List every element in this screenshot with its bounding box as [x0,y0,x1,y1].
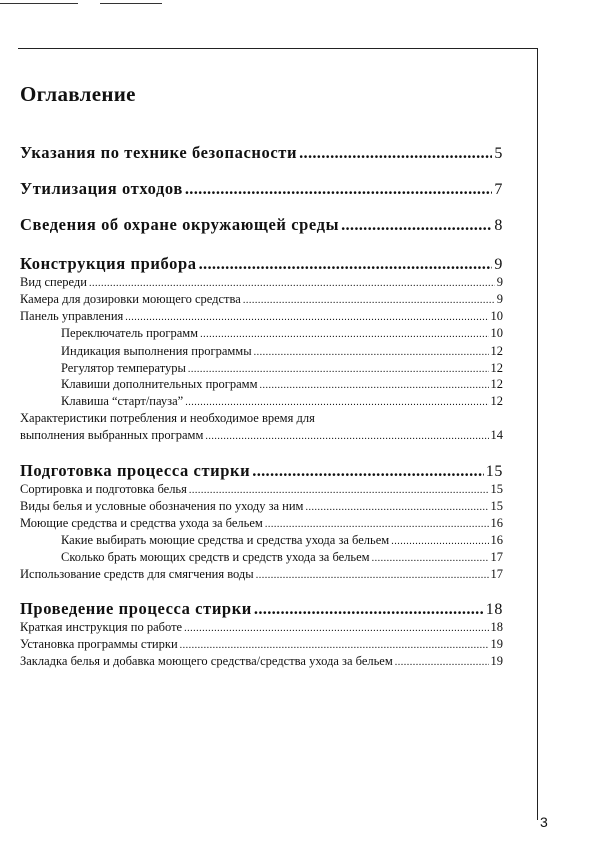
toc-entry-temp-control[interactable] [61,361,503,376]
toc-entry-label: Моющие средства и средства ухода за бельем [20,516,263,530]
toc-entry-page: 15 [490,499,503,513]
dot-leader [265,519,489,530]
toc-entry-page: 9 [496,292,503,306]
dot-leader [125,312,488,323]
dot-leader [185,179,493,199]
toc-entry-label: Регулятор температуры [61,361,186,375]
dot-leader [254,347,489,358]
dot-leader [200,329,488,340]
toc-entry-page: 16 [490,516,503,530]
dot-leader [180,640,489,651]
dot-leader [243,295,495,306]
toc-entry-detergents[interactable] [20,516,503,531]
dot-leader [185,397,488,408]
toc-entry-label: Виды белья и условные обозначения по уходу за ним [20,499,304,513]
toc-entry-control-panel[interactable] [20,309,503,324]
toc-entry-page: 14 [490,428,503,442]
toc-entry-label: Проведение процесса стирки [20,599,252,618]
toc-entry-label: Клавиши дополнительных программ [61,377,258,391]
toc-entry-sorting[interactable] [20,482,503,497]
toc-entry-page: 12 [490,344,503,358]
toc-entry-dispenser[interactable] [20,292,503,307]
toc-entry-label: Характеристики потребления и необходимое время для [20,411,315,425]
dot-leader [391,536,488,547]
toc-entry-page: 17 [490,550,503,564]
toc-entry-program-indicator[interactable] [61,344,503,359]
toc-entry-disposal[interactable] [20,179,503,199]
toc-entry-page: 9 [494,256,503,273]
dot-leader [372,553,489,564]
toc-entry-label: Камера для дозировки моющего средства [20,292,241,306]
dot-leader [254,599,484,619]
toc-entry-safety[interactable] [20,143,503,163]
dot-leader [305,502,488,513]
dot-leader [89,278,495,289]
toc-entry-washing-process[interactable] [20,599,503,619]
dot-leader [341,215,492,235]
toc-entry-page: 15 [485,463,503,480]
toc-entry-extra-buttons[interactable] [61,377,503,392]
toc-entry-page: 8 [494,217,503,234]
toc-entry-how-much[interactable] [61,550,503,565]
toc-entry-label: Конструкция прибора [20,254,197,273]
dot-leader [260,380,489,391]
toc-entry-page: 18 [485,601,503,618]
top-rule-right [100,3,162,4]
toc-entry-consumption-line1[interactable] [20,411,503,426]
toc-entry-construction[interactable] [20,254,503,274]
toc-entry-laundry-types[interactable] [20,499,503,514]
toc-entry-prep-washing[interactable] [20,461,503,481]
toc-entry-label: Переключатель программ [61,326,199,340]
toc-entry-short-instructions[interactable] [20,620,503,635]
toc-entry-label: Подготовка процесса стирки [20,461,251,480]
toc-entry-page: 10 [490,326,503,340]
toc-entry-program-setting[interactable] [20,637,503,652]
toc-entry-page: 12 [490,394,503,408]
dot-leader [256,570,489,581]
toc-entry-label: Сортировка и подготовка белья [20,482,187,496]
toc-entry-label: Клавиша “старт/пауза” [61,394,184,408]
toc-entry-page: 18 [490,620,503,634]
dot-leader [189,485,489,496]
dot-leader [395,657,489,668]
toc-entry-page: 17 [490,567,503,581]
toc-entry-label: Указания по технике безопасности [20,143,298,162]
toc-entry-loading[interactable] [20,654,503,669]
toc-entry-page: 16 [490,533,503,547]
frame-right-border [537,48,538,820]
page-title: Оглавление [20,82,136,106]
toc-entry-label: Установка программы стирки [20,637,178,651]
toc-entry-label: выполнения выбранных программ [20,428,204,442]
toc-entry-label: Краткая инструкция по работе [20,620,183,634]
toc-entry-page: 10 [490,309,503,323]
top-rule-left [0,3,78,4]
toc-entry-page: 12 [490,377,503,391]
page-number: 3 [540,814,548,830]
toc-entry-label: Какие выбирать моющие средства и средства ухода за бельем [61,533,390,547]
toc-entry-label: Закладка белья и добавка моющего средства/средства ухода за бельем [20,654,393,668]
toc-entry-page: 12 [490,361,503,375]
frame-top-border [18,48,538,49]
toc-entry-page: 9 [496,275,503,289]
toc-entry-label: Вид спереди [20,275,87,289]
toc-entry-page: 15 [490,482,503,496]
dot-leader [188,364,489,375]
toc-entry-label: Панель управления [20,309,124,323]
dot-leader [252,461,484,481]
toc-entry-consumption-line2[interactable] [20,428,503,443]
dot-leader [199,254,493,274]
toc-entry-page: 19 [490,637,503,651]
toc-entry-label: Сколько брать моющих средств и средств ухода за бельем [61,550,370,564]
toc-entry-softeners[interactable] [20,567,503,582]
toc-entry-page: 5 [494,145,503,162]
dot-leader [205,431,488,442]
dot-leader [184,623,488,634]
dot-leader [299,143,492,163]
toc-entry-front-view[interactable] [20,275,503,290]
toc-entry-program-selector[interactable] [61,326,503,341]
toc-entry-page: 7 [494,181,503,198]
toc-entry-start-pause[interactable] [61,394,503,409]
toc-entry-page: 19 [490,654,503,668]
toc-entry-label: Использование средств для смягчения воды [20,567,254,581]
toc-entry-environment[interactable] [20,215,503,235]
toc-entry-label: Утилизация отходов [20,179,183,198]
toc-entry-label: Индикация выполнения программы [61,344,252,358]
toc-entry-label: Сведения об охране окружающей среды [20,215,340,234]
toc-entry-which-detergents[interactable] [61,533,503,548]
